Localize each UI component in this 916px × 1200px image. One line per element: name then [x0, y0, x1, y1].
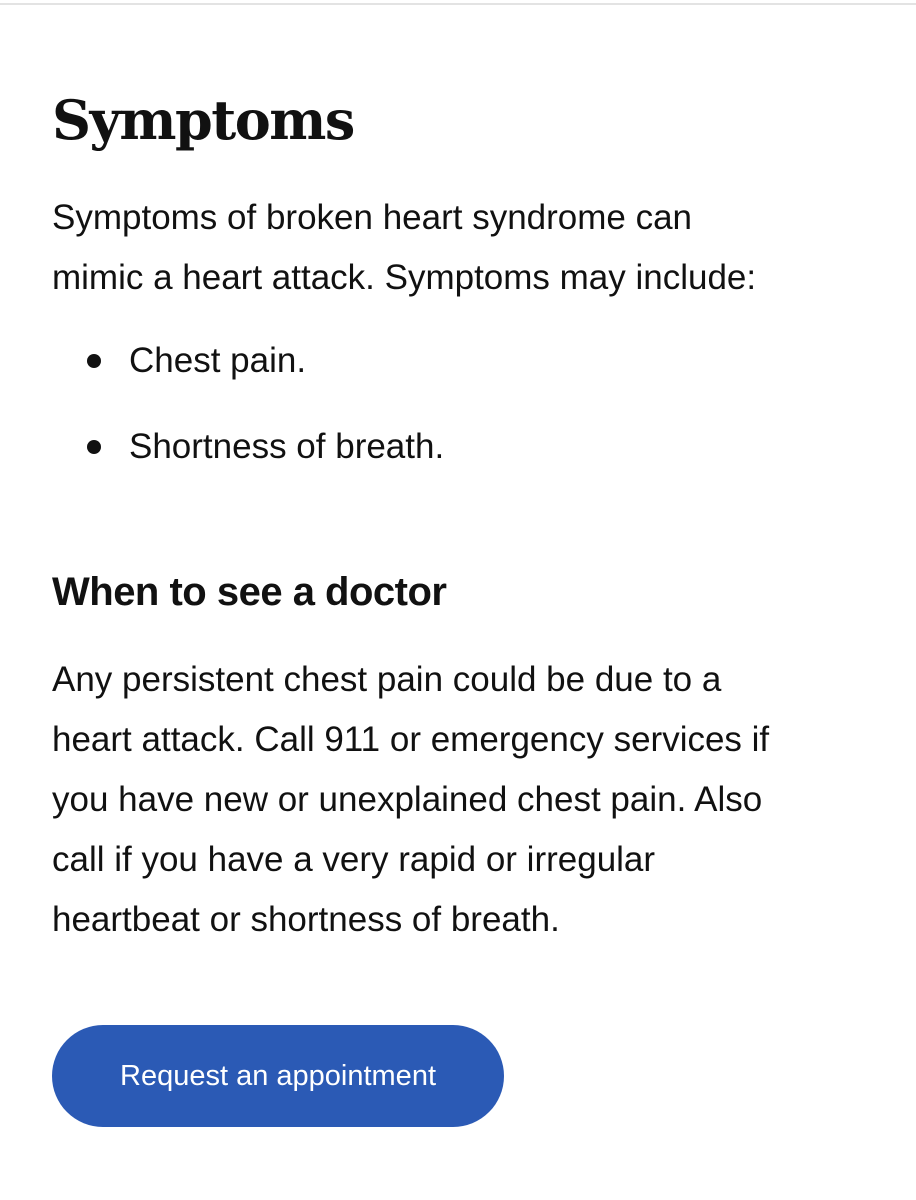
symptoms-heading: Symptoms	[52, 88, 354, 152]
when-to-see-doctor-text	[52, 650, 882, 950]
doctor-text-line-3: you have new or unexplained chest pain. Also	[52, 780, 763, 819]
doctor-text-line-4: call if you have a very rapid or irregular	[52, 840, 656, 879]
symptom-list	[52, 333, 882, 505]
symptoms-intro-line-2: mimic a heart attack. Symptoms may include:	[52, 258, 757, 297]
doctor-text-line-1: Any persistent chest pain could be due to a	[52, 660, 722, 699]
bullet-icon	[87, 354, 101, 368]
doctor-text-line-5: heartbeat or shortness of breath.	[52, 900, 560, 939]
top-divider	[0, 3, 916, 5]
symptom-chest-pain: Chest pain.	[129, 341, 307, 380]
symptoms-intro	[52, 188, 882, 308]
symptoms-intro-line-1: Symptoms of broken heart syndrome can	[52, 198, 693, 237]
list-item	[52, 419, 882, 505]
list-item	[52, 333, 882, 419]
symptom-shortness-of-breath: Shortness of breath.	[129, 427, 445, 466]
doctor-text-line-2: heart attack. Call 911 or emergency services if	[52, 720, 770, 759]
bullet-icon	[87, 440, 101, 454]
when-to-see-doctor-heading: When to see a doctor	[52, 570, 447, 614]
request-appointment-button[interactable]: Request an appointment	[52, 1025, 504, 1127]
